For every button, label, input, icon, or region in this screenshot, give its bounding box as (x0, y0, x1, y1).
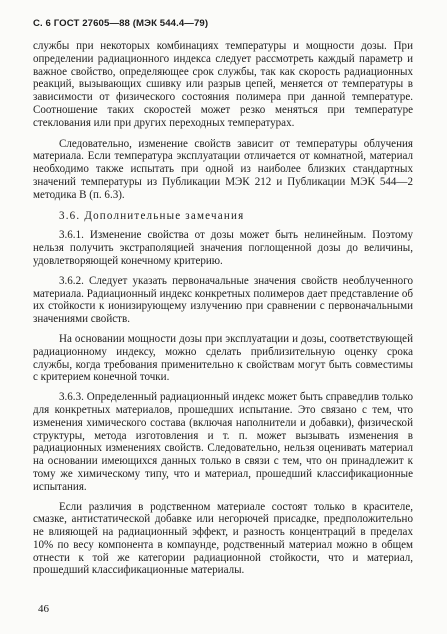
paragraph-dose-estimate: На основании мощности дозы при эксплуатации и дозы, соответствующей радиационному индексу, можно сделать приблизительную оценку срока службы, когда требования применительно к свойствам могут быть совместимы с критерием конечной точки. (33, 332, 413, 384)
page-number: 46 (38, 603, 49, 615)
paragraph-3-6-2: 3.6.2. Следует указать первоначальные значения свойств необлученного материала. Радиационный индекс конкретных полимеров дает представление об их стойкости к ионизирующему излучению при сравнении с первоначальными значениями свойств. (33, 274, 413, 326)
paragraph-1: службы при некоторых комбинациях температуры и мощности дозы. При определении радиационного индекса следует рассмотреть каждый параметр и важное свойство, определяющее срок службы, так как скорость радиационных реакций, вызывающих сшивку или разрыв цепей, меняется от температуры в зависимости от физического состояния полимера при данной температуре. Соотношение таких скоростей может резко меняться при температуре стеклования или при других переходных температурах. (33, 40, 413, 129)
section-title: 3.6. Дополнительные замечания (59, 209, 245, 222)
paragraph-3-6-1: 3.6.1. Изменение свойства от дозы может быть нелинейным. Поэтому нельзя получить экстраполяцией значения поглощенной дозы до величины, удовлетворяющей конечному критерию. (33, 229, 413, 267)
paragraph-related-material: Если различия в родственном материале состоят только в красителе, смазке, антистатической добавке или негорючей присадке, предположительно не влияющей на радиационный эффект, и разность концентраций в пределах 10% по весу компонента в компаунде, родственный материал можно в общем отнести к той же категории радиационной стойкости, что и материал, прошедший классификационные материалы. (33, 500, 413, 577)
section-heading (33, 210, 413, 223)
body-text (33, 40, 413, 577)
page-header: С. 6 ГОСТ 27605—88 (МЭК 544.4—79) (33, 18, 209, 29)
paragraph-3-6-3: 3.6.3. Определенный радиационный индекс может быть справедлив только для конкретных материалов, прошедших испытание. Это связано с тем, что изменения химического состава (включая наполнители и добавки), физической структуры, метода изготовления и т. п. может вызывать изменения в радиационных изменениях свойств. Следовательно, нельзя оценивать материал на основании имеющихся данных только в связи с тем, что он принадлежит к тому же химическому типу, что и материал, прошедший классификационные испытания. (33, 391, 413, 493)
paragraph-2: Следовательно, изменение свойств зависит от температуры облучения материала. Если температура эксплуатации отличается от комнатной, материал необходимо также испытать при одной из наиболее близких стандартных значений температуры из Публикации МЭК 212 и Публикации МЭК 544—2 методика В (п. 6.3). (33, 137, 413, 201)
